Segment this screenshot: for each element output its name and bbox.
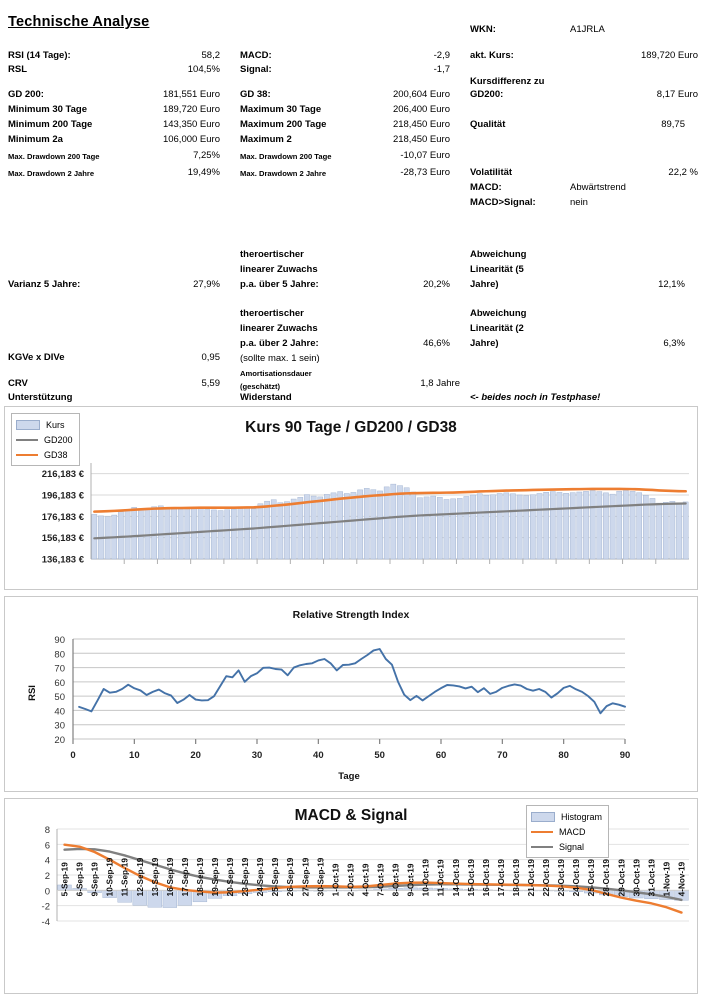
legend-swatch-line-icon	[531, 846, 553, 848]
legend-item-gd38	[16, 447, 73, 462]
legend-item-histogram	[531, 809, 602, 824]
legend-item-gd200	[16, 432, 73, 447]
svg-text:25-Sep-19: 25-Sep-19	[271, 857, 281, 897]
svg-text:4: 4	[44, 855, 50, 867]
svg-text:80: 80	[558, 750, 569, 761]
stat-label-dd200-pct: Max. Drawdown 200 Tage	[8, 152, 100, 161]
growth-unterstuetzung-label: Unterstützung	[8, 392, 73, 403]
svg-text:8-Oct-19: 8-Oct-19	[391, 863, 401, 897]
stat-label-volatilitaet: Volatilität	[470, 167, 513, 178]
growth-lin5-line3: p.a. über 5 Jahre:	[240, 279, 319, 290]
svg-text:30-Oct-19: 30-Oct-19	[632, 859, 642, 897]
svg-text:24-Sep-19: 24-Sep-19	[256, 857, 266, 897]
stat-value-dd200-pct: 7,25%	[193, 150, 220, 161]
stat-label-macd-gt-signal: MACD>Signal:	[470, 197, 536, 208]
chart-legend-kurs	[11, 413, 80, 466]
stat-label-max2: Maximum 2	[240, 134, 292, 145]
svg-text:10-Oct-19: 10-Oct-19	[421, 859, 431, 897]
stat-label-qualitaet: Qualität	[470, 119, 506, 130]
svg-text:216,183 €: 216,183 €	[41, 469, 84, 481]
svg-text:176,183 €: 176,183 €	[41, 511, 84, 523]
legend-swatch-bar-icon	[531, 812, 555, 822]
growth-varianz-label: Varianz 5 Jahre:	[8, 279, 81, 290]
stat-value-max200: 218,450 Euro	[392, 119, 450, 130]
svg-text:15-Oct-19: 15-Oct-19	[466, 859, 476, 897]
growth-abw5-line3: Jahre)	[470, 279, 499, 290]
svg-text:156,183 €: 156,183 €	[41, 533, 84, 545]
stat-value-max30: 206,400 Euro	[392, 104, 450, 115]
svg-text:10-Sep-19: 10-Sep-19	[105, 857, 115, 897]
stat-label-rsl: RSL	[8, 64, 27, 75]
svg-text:13-Sep-19: 13-Sep-19	[150, 857, 160, 897]
svg-text:70: 70	[497, 750, 508, 761]
growth-crv-label: CRV	[8, 378, 28, 389]
svg-text:22-Oct-19: 22-Oct-19	[542, 859, 552, 897]
legend-item-signal	[531, 839, 602, 854]
chart-panel-kurs	[4, 406, 698, 590]
growth-abw2-value: 6,3%	[663, 338, 685, 349]
stat-label-min30: Minimum 30 Tage	[8, 104, 88, 115]
legend-item-macd	[531, 824, 602, 839]
svg-text:20-Sep-19: 20-Sep-19	[226, 857, 236, 897]
svg-text:23-Sep-19: 23-Sep-19	[241, 857, 251, 897]
legend-swatch-line-icon	[531, 831, 553, 833]
growth-abw2-line3: Jahre)	[470, 338, 499, 349]
svg-text:30: 30	[251, 750, 263, 761]
svg-text:11-Sep-19: 11-Sep-19	[120, 858, 130, 897]
svg-text:60: 60	[435, 750, 447, 761]
svg-text:12-Sep-19: 12-Sep-19	[135, 857, 145, 897]
stat-value-akt-kurs: 189,720 Euro	[640, 50, 698, 61]
stat-label-max200: Maximum 200 Tage	[240, 119, 327, 130]
svg-text:23-Oct-19: 23-Oct-19	[557, 859, 567, 897]
svg-text:14-Oct-19: 14-Oct-19	[451, 859, 461, 897]
stat-value-kursdifferenz: 8,17 Euro	[656, 89, 698, 100]
svg-text:0: 0	[70, 750, 76, 761]
svg-text:31-Oct-19: 31-Oct-19	[647, 859, 657, 897]
svg-text:80: 80	[54, 649, 65, 661]
growth-widerstand-label: Widerstand	[240, 392, 292, 403]
svg-text:196,183 €: 196,183 €	[41, 490, 84, 502]
svg-text:70: 70	[54, 663, 65, 675]
chart-panel-macd	[4, 798, 698, 994]
chart-title-macd: MACD & Signal	[294, 807, 408, 824]
legend-label: Histogram	[561, 811, 603, 822]
svg-text:6: 6	[44, 840, 50, 852]
svg-text:0: 0	[44, 886, 50, 898]
svg-text:50: 50	[374, 750, 385, 761]
growth-kgve-label: KGVe x DIVe	[8, 352, 65, 363]
svg-text:25-Oct-19: 25-Oct-19	[587, 859, 597, 897]
growth-lin5-value: 20,2%	[423, 279, 450, 290]
svg-text:Tage: Tage	[338, 771, 360, 782]
stat-value-min2a: 106,000 Euro	[162, 134, 220, 145]
stat-label-dd200-eur: Max. Drawdown 200 Tage	[240, 152, 332, 161]
legend-label: GD38	[44, 449, 68, 460]
chart-panel-rsi	[4, 596, 698, 792]
svg-text:60: 60	[54, 677, 65, 689]
stat-label-gd200: GD 200:	[8, 89, 44, 100]
svg-text:90: 90	[54, 635, 65, 646]
stat-label-signal: Signal:	[240, 64, 272, 75]
stat-value-dd2y-pct: 19,49%	[187, 167, 220, 178]
svg-text:30: 30	[54, 720, 65, 732]
svg-text:RSI: RSI	[27, 685, 38, 701]
svg-text:5-Sep-19: 5-Sep-19	[60, 862, 70, 897]
stat-value-macd-trend: Abwärtstrend	[570, 182, 626, 193]
growth-abw2-line2: Linearität (2	[470, 323, 524, 334]
growth-abw2-line1: Abweichung	[470, 308, 527, 319]
svg-text:4-Nov-19: 4-Nov-19	[677, 861, 687, 897]
svg-text:90: 90	[619, 750, 631, 761]
legend-label: Signal	[559, 841, 585, 852]
svg-text:8: 8	[44, 825, 50, 836]
stat-label-min200: Minimum 200 Tage	[8, 119, 93, 130]
svg-text:19-Sep-19: 19-Sep-19	[211, 857, 220, 897]
legend-item-kurs	[16, 417, 73, 432]
chart-legend-macd	[526, 805, 609, 858]
svg-text:18-Oct-19: 18-Oct-19	[511, 859, 521, 897]
growth-lin2-line2: linearer Zuwachs	[240, 323, 318, 334]
stat-value-min200: 143,350 Euro	[162, 119, 220, 130]
svg-text:16-Sep-19: 16-Sep-19	[165, 857, 175, 897]
svg-text:-2: -2	[41, 901, 50, 913]
svg-text:6-Sep-19: 6-Sep-19	[75, 862, 85, 897]
stat-value-volatilitaet: 22,2 %	[668, 167, 698, 178]
svg-text:1-Nov-19: 1-Nov-19	[662, 861, 672, 897]
growth-abw5-value: 12,1%	[658, 279, 685, 290]
stat-value-gd200: 181,551 Euro	[162, 89, 220, 100]
growth-lin2-line3: p.a. über 2 Jahre:	[240, 338, 319, 349]
stat-label-kursdifferenz-2: GD200:	[470, 89, 504, 100]
stat-label-dd2y-pct: Max. Drawdown 2 Jahre	[8, 169, 95, 178]
stat-label-wkn: WKN:	[470, 24, 496, 35]
legend-swatch-line-icon	[16, 454, 38, 456]
svg-text:17-Oct-19: 17-Oct-19	[496, 859, 506, 897]
growth-testphase-note: <- beides noch in Testphase!	[470, 392, 601, 403]
stat-value-dd2y-eur: -28,73 Euro	[400, 167, 450, 178]
svg-text:4-Oct-19: 4-Oct-19	[361, 863, 371, 897]
stat-value-signal: -1,7	[433, 64, 450, 75]
growth-lin5-line1: theroertischer	[240, 249, 304, 260]
stat-label-min2a: Minimum 2a	[8, 134, 63, 145]
growth-abw5-line1: Abweichung	[470, 249, 527, 260]
svg-text:24-Oct-19: 24-Oct-19	[572, 859, 582, 897]
growth-abw5-line2: Linearität (5	[470, 264, 524, 275]
stat-label-rsi: RSI (14 Tage):	[8, 50, 71, 61]
growth-kgve-value: 0,95	[201, 352, 220, 363]
legend-label: Kurs	[46, 419, 65, 430]
stat-value-dd200-eur: -10,07 Euro	[400, 150, 450, 161]
growth-varianz-value: 27,9%	[193, 279, 220, 290]
stat-value-max2: 218,450 Euro	[392, 134, 450, 145]
chart-title-kurs: Kurs 90 Tage / GD200 / GD38	[245, 419, 457, 436]
growth-lin2-value: 46,6%	[423, 338, 450, 349]
chart-title-rsi: Relative Strength Index	[292, 609, 410, 621]
svg-text:7-Oct-19: 7-Oct-19	[376, 863, 386, 897]
svg-text:30-Sep-19: 30-Sep-19	[316, 857, 326, 897]
svg-text:21-Oct-19: 21-Oct-19	[527, 859, 536, 897]
page-title: Technische Analyse	[8, 14, 150, 30]
svg-text:9-Oct-19: 9-Oct-19	[406, 863, 416, 897]
svg-text:26-Sep-19: 26-Sep-19	[286, 857, 296, 897]
stats-sheet	[0, 0, 706, 408]
svg-text:2: 2	[44, 871, 50, 882]
legend-label: GD200	[44, 434, 73, 445]
svg-text:40: 40	[313, 750, 324, 761]
svg-text:40: 40	[54, 706, 65, 718]
stat-label-macd-trend: MACD:	[470, 182, 502, 193]
svg-text:16-Oct-19: 16-Oct-19	[481, 859, 491, 897]
legend-swatch-line-icon	[16, 439, 38, 441]
stat-label-max30: Maximum 30 Tage	[240, 104, 322, 115]
legend-label: MACD	[559, 826, 586, 837]
stat-label-gd38: GD 38:	[240, 89, 271, 100]
svg-text:2-Oct-19: 2-Oct-19	[346, 863, 356, 897]
svg-text:18-Sep-19: 18-Sep-19	[195, 857, 205, 897]
stat-label-macd: MACD:	[240, 50, 272, 61]
stat-value-rsl: 104,5%	[187, 64, 220, 75]
stat-label-dd2y-eur: Max. Drawdown 2 Jahre	[240, 169, 327, 178]
chart-svg-rsi	[5, 597, 697, 791]
stat-value-qualitaet: 89,75	[661, 119, 685, 130]
growth-lin5-line2: linearer Zuwachs	[240, 264, 318, 275]
svg-text:27-Sep-19: 27-Sep-19	[301, 857, 311, 897]
growth-amort-line2: (geschätzt)	[240, 382, 281, 391]
svg-text:9-Sep-19: 9-Sep-19	[90, 862, 100, 897]
svg-text:28-Oct-19: 28-Oct-19	[602, 859, 612, 897]
legend-swatch-bar-icon	[16, 420, 40, 430]
growth-crv-value: 5,59	[201, 378, 220, 389]
svg-text:136,183 €: 136,183 €	[41, 554, 84, 566]
svg-text:11-Oct-19: 11-Oct-19	[436, 859, 446, 897]
svg-text:10: 10	[129, 750, 140, 761]
stat-value-macd-gt-signal: nein	[570, 197, 588, 208]
stat-value-macd: -2,9	[433, 50, 450, 61]
stat-value-wkn: A1JRLA	[570, 24, 605, 35]
growth-amort-value: 1,8 Jahre	[420, 378, 460, 389]
stat-value-rsi: 58,2	[201, 50, 220, 61]
svg-text:50: 50	[54, 692, 65, 704]
growth-amort-line1: Amortisationsdauer	[240, 369, 312, 378]
svg-text:20: 20	[54, 735, 65, 746]
stat-value-gd38: 200,604 Euro	[392, 89, 450, 100]
svg-text:-4: -4	[41, 917, 50, 928]
growth-sollte-note: (sollte max. 1 sein)	[240, 353, 320, 364]
svg-text:29-Oct-19: 29-Oct-19	[617, 859, 627, 897]
svg-text:1-Oct-19: 1-Oct-19	[331, 863, 341, 897]
stat-label-kursdifferenz-1: Kursdifferenz zu	[470, 76, 545, 87]
growth-lin2-line1: theroertischer	[240, 308, 304, 319]
stat-value-min30: 189,720 Euro	[162, 104, 220, 115]
svg-text:17-Sep-19: 17-Sep-19	[180, 857, 190, 897]
svg-text:20: 20	[190, 750, 201, 761]
stat-label-akt-kurs: akt. Kurs:	[470, 50, 514, 61]
